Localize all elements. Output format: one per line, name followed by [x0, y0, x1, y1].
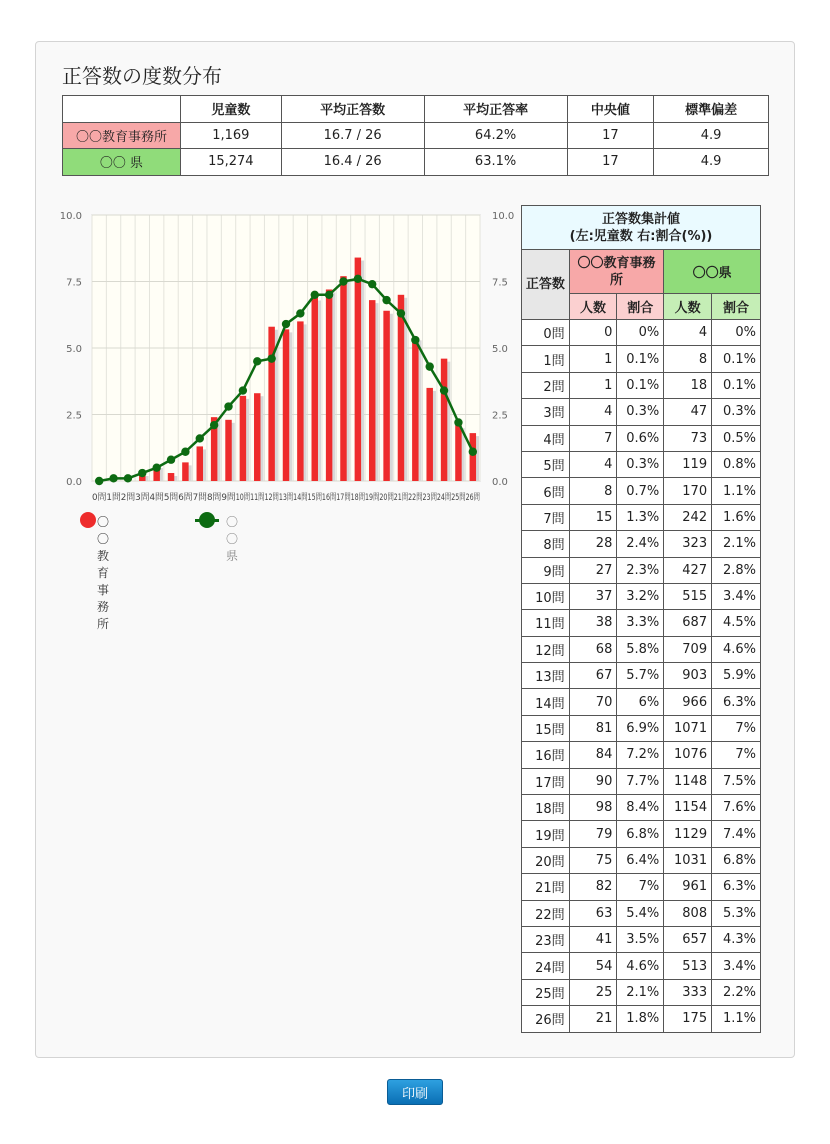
- tally-cell-office-count: 1: [569, 372, 617, 398]
- tally-row: [522, 663, 761, 689]
- x-tick-label: 6問: [178, 493, 193, 503]
- tally-cell-office-count: 70: [569, 689, 617, 715]
- bar: [240, 396, 246, 481]
- tally-cell-office-count: 1: [569, 346, 617, 372]
- tally-cell-pref-rate: 0.1%: [712, 372, 761, 398]
- x-tick-label: 8問: [206, 493, 222, 503]
- tally-cell-pref-rate: 0.5%: [712, 425, 761, 451]
- line-point: [411, 336, 419, 344]
- tally-cell-question: 25問: [522, 979, 570, 1005]
- tally-cell-pref-rate: 2.1%: [712, 531, 761, 557]
- tally-cell-pref-rate: 2.2%: [712, 979, 761, 1005]
- tally-cell-office-count: 41: [569, 926, 617, 952]
- line-point: [454, 418, 462, 426]
- line-point: [109, 474, 117, 482]
- tally-cell-pref-rate: 1.1%: [712, 478, 761, 504]
- summary-header-row: [63, 96, 769, 123]
- tally-cell-office-rate: 7.7%: [617, 768, 664, 794]
- tally-cell-pref-count: 1154: [664, 795, 712, 821]
- line-point: [152, 464, 160, 472]
- tally-cell-office-rate: 6.8%: [617, 821, 664, 847]
- line-point: [397, 309, 405, 317]
- tally-cell-question: 8問: [522, 531, 570, 557]
- tally-cell-pref-count: 513: [664, 953, 712, 979]
- tally-cell-office-count: 75: [569, 847, 617, 873]
- tally-cell-pref-count: 515: [664, 583, 712, 609]
- tally-cell-pref-rate: 4.5%: [712, 610, 761, 636]
- tally-cell-office-rate: 3.3%: [617, 610, 664, 636]
- x-tick-label: 2問: [120, 493, 136, 503]
- tally-cell-question: 24問: [522, 953, 570, 979]
- tally-cell-question: 19問: [522, 821, 570, 847]
- tally-cell-pref-count: 73: [664, 425, 712, 451]
- tally-cell-office-count: 8: [569, 478, 617, 504]
- bar: [268, 327, 274, 481]
- line-point: [426, 362, 434, 370]
- bar: [340, 276, 346, 481]
- y-tick-label-left: 7.5: [66, 277, 82, 289]
- bar: [455, 425, 461, 481]
- tally-row: [522, 847, 761, 873]
- tally-row: [522, 1006, 761, 1032]
- tally-cell-pref-rate: 4.6%: [712, 636, 761, 662]
- tally-cell-office-count: 37: [569, 583, 617, 609]
- line-point: [282, 320, 290, 328]
- tally-row: [522, 346, 761, 372]
- tally-cell-pref-count: 242: [664, 504, 712, 530]
- summary-row-prefecture: [63, 149, 769, 176]
- tally-cell-pref-count: 903: [664, 663, 712, 689]
- tally-cell-question: 15問: [522, 715, 570, 741]
- tally-cell-question: 16問: [522, 742, 570, 768]
- tally-row: [522, 821, 761, 847]
- tally-cell-pref-count: 427: [664, 557, 712, 583]
- summary-row-label: 〇〇 県: [63, 149, 181, 176]
- line-point: [167, 456, 175, 464]
- tally-cell-office-count: 15: [569, 504, 617, 530]
- tally-title-line2: (左:児童数 右:割合(%)): [569, 228, 713, 244]
- tally-cell-pref-rate: 6.3%: [712, 689, 761, 715]
- x-tick-label: 5問: [163, 493, 179, 503]
- x-tick-label: 4問: [149, 493, 165, 503]
- tally-title-row: [522, 206, 761, 250]
- tally-cell-pref-count: 18: [664, 372, 712, 398]
- tally-row: [522, 768, 761, 794]
- legend-office-marker-icon[interactable]: [80, 512, 96, 528]
- summary-row-office: [63, 122, 769, 149]
- bar: [182, 462, 188, 481]
- tally-cell-office-rate: 0.6%: [617, 425, 664, 451]
- y-tick-label-left: 5.0: [66, 344, 82, 355]
- tally-cell-pref-rate: 7%: [712, 715, 761, 741]
- tally-row: [522, 478, 761, 504]
- bar: [254, 393, 260, 481]
- x-tick-label: 12問: [264, 493, 285, 503]
- tally-cell-pref-rate: 4.3%: [712, 926, 761, 952]
- x-tick-label: 19問: [365, 493, 386, 503]
- tally-cell-pref-rate: 2.8%: [712, 557, 761, 583]
- print-button[interactable]: 印刷: [387, 1079, 443, 1105]
- tally-cell-pref-rate: 3.4%: [712, 953, 761, 979]
- legend-prefecture-label[interactable]: 〇〇 県: [226, 515, 239, 563]
- summary-cell-stddev: 4.9: [654, 149, 769, 176]
- tally-cell-office-rate: 0.7%: [617, 478, 664, 504]
- bar: [168, 473, 174, 481]
- line-point: [469, 448, 477, 456]
- tally-cell-question: 9問: [522, 557, 570, 583]
- tally-cell-pref-count: 333: [664, 979, 712, 1005]
- tally-cell-pref-count: 47: [664, 399, 712, 425]
- tally-cell-office-count: 82: [569, 874, 617, 900]
- line-point: [210, 421, 218, 429]
- tally-cell-question: 12問: [522, 636, 570, 662]
- tally-row: [522, 399, 761, 425]
- line-point: [181, 448, 189, 456]
- tally-cell-office-rate: 6.4%: [617, 847, 664, 873]
- line-point: [296, 309, 304, 317]
- tally-row: [522, 557, 761, 583]
- tally-cell-question: 21問: [522, 874, 570, 900]
- tally-cell-office-rate: 0.1%: [617, 346, 664, 372]
- tally-cell-pref-count: 1148: [664, 768, 712, 794]
- tally-row: [522, 504, 761, 530]
- tally-col-correct: 正答数: [522, 250, 570, 320]
- tally-cell-office-rate: 2.4%: [617, 531, 664, 557]
- x-tick-label: 20問: [379, 493, 400, 503]
- summary-header-blank: [63, 96, 181, 123]
- tally-body: [522, 320, 761, 1033]
- page-title: 正答数の度数分布: [62, 64, 222, 88]
- summary-cell-avg-rate: 64.2%: [424, 122, 567, 149]
- tally-cell-office-rate: 1.3%: [617, 504, 664, 530]
- tally-cell-office-count: 4: [569, 451, 617, 477]
- tally-row: [522, 715, 761, 741]
- x-tick-label: 17問: [336, 493, 357, 503]
- y-tick-label-left: 0.0: [66, 477, 82, 488]
- tally-row: [522, 636, 761, 662]
- x-tick-label: 3問: [135, 493, 150, 503]
- tally-cell-office-rate: 2.1%: [617, 979, 664, 1005]
- y-tick-label-left: 2.5: [66, 410, 82, 422]
- tally-cell-office-count: 67: [569, 663, 617, 689]
- x-tick-label: 14問: [293, 493, 314, 503]
- x-tick-label: 0問: [92, 493, 107, 503]
- y-tick-label-right: 10.0: [492, 211, 515, 222]
- tally-cell-office-count: 90: [569, 768, 617, 794]
- tally-cell-office-count: 21: [569, 1006, 617, 1032]
- tally-cell-pref-count: 709: [664, 636, 712, 662]
- x-tick-label: 15問: [307, 493, 329, 503]
- distribution-chart: [50, 200, 515, 540]
- summary-cell-median: 17: [567, 149, 654, 176]
- tally-cell-pref-rate: 5.3%: [712, 900, 761, 926]
- summary-cell-avg-correct: 16.7 / 26: [281, 122, 424, 149]
- tally-cell-office-count: 84: [569, 742, 617, 768]
- tally-cell-pref-rate: 5.9%: [712, 663, 761, 689]
- x-tick-label: 18問: [350, 493, 372, 503]
- legend-office-label[interactable]: 〇〇教育事務所: [97, 515, 110, 631]
- bar: [326, 289, 332, 481]
- tally-cell-office-count: 4: [569, 399, 617, 425]
- tally-cell-question: 18問: [522, 795, 570, 821]
- tally-cell-question: 11問: [522, 610, 570, 636]
- tally-cell-office-rate: 5.8%: [617, 636, 664, 662]
- y-tick-label-right: 2.5: [492, 410, 508, 422]
- line-point: [339, 277, 347, 285]
- tally-cell-pref-count: 808: [664, 900, 712, 926]
- tally-cell-office-rate: 2.3%: [617, 557, 664, 583]
- tally-cell-pref-count: 1071: [664, 715, 712, 741]
- x-tick-label: 9問: [221, 493, 237, 503]
- line-point: [267, 354, 275, 362]
- x-tick-label: 21問: [393, 493, 415, 503]
- tally-cell-office-count: 63: [569, 900, 617, 926]
- tally-title-line1: 正答数集計値: [601, 211, 680, 227]
- line-point: [95, 477, 103, 485]
- tally-cell-question: 5問: [522, 451, 570, 477]
- tally-cell-pref-rate: 3.4%: [712, 583, 761, 609]
- tally-row: [522, 451, 761, 477]
- summary-header-children: 児童数: [181, 96, 282, 123]
- tally-cell-office-rate: 1.8%: [617, 1006, 664, 1032]
- tally-group-row: [522, 250, 761, 294]
- tally-row: [522, 900, 761, 926]
- summary-cell-median: 17: [567, 122, 654, 149]
- bar: [398, 295, 404, 481]
- tally-cell-office-rate: 6.9%: [617, 715, 664, 741]
- tally-cell-pref-count: 119: [664, 451, 712, 477]
- y-tick-label-left: 10.0: [59, 211, 82, 222]
- tally-cell-office-rate: 5.7%: [617, 663, 664, 689]
- x-tick-label: 26問: [465, 493, 487, 503]
- summary-table: [62, 95, 769, 176]
- tally-cell-question: 22問: [522, 900, 570, 926]
- tally-cell-pref-rate: 0.8%: [712, 451, 761, 477]
- tally-sub-count: 人数: [664, 294, 712, 320]
- line-point: [253, 357, 261, 365]
- tally-row: [522, 425, 761, 451]
- tally-cell-pref-count: 1031: [664, 847, 712, 873]
- line-point: [311, 291, 319, 299]
- line-point: [354, 275, 362, 283]
- tally-row: [522, 953, 761, 979]
- tally-cell-pref-rate: 7%: [712, 742, 761, 768]
- tally-cell-office-rate: 3.2%: [617, 583, 664, 609]
- tally-cell-question: 26問: [522, 1006, 570, 1032]
- summary-cell-children: 1,169: [181, 122, 282, 149]
- bar: [355, 258, 361, 481]
- tally-cell-office-rate: 7.2%: [617, 742, 664, 768]
- tally-cell-office-count: 38: [569, 610, 617, 636]
- tally-cell-question: 0問: [522, 320, 570, 346]
- tally-group-prefecture: 〇〇県: [664, 250, 761, 294]
- tally-cell-office-rate: 4.6%: [617, 953, 664, 979]
- bar: [383, 311, 389, 481]
- tally-cell-office-rate: 0.1%: [617, 372, 664, 398]
- x-tick-label: 1問: [106, 493, 122, 503]
- tally-table: [521, 205, 761, 1033]
- tally-row: [522, 979, 761, 1005]
- x-tick-label: 25問: [451, 493, 472, 503]
- tally-title: [522, 206, 761, 250]
- line-point: [325, 291, 333, 299]
- tally-row: [522, 874, 761, 900]
- tally-cell-pref-rate: 1.1%: [712, 1006, 761, 1032]
- tally-cell-office-count: 28: [569, 531, 617, 557]
- bar: [297, 321, 303, 481]
- bar: [426, 388, 432, 481]
- y-tick-label-right: 0.0: [492, 477, 508, 488]
- summary-cell-avg-correct: 16.4 / 26: [281, 149, 424, 176]
- tally-cell-question: 14問: [522, 689, 570, 715]
- bar: [441, 359, 447, 481]
- summary-cell-stddev: 4.9: [654, 122, 769, 149]
- tally-row: [522, 926, 761, 952]
- tally-cell-pref-count: 961: [664, 874, 712, 900]
- tally-cell-office-count: 25: [569, 979, 617, 1005]
- tally-cell-question: 2問: [522, 372, 570, 398]
- line-point: [440, 386, 448, 394]
- tally-cell-office-count: 7: [569, 425, 617, 451]
- tally-cell-pref-rate: 6.8%: [712, 847, 761, 873]
- tally-cell-office-rate: 6%: [617, 689, 664, 715]
- tally-row: [522, 610, 761, 636]
- bar: [225, 420, 231, 481]
- tally-row: [522, 742, 761, 768]
- chart-svg: [50, 200, 515, 515]
- tally-cell-question: 17問: [522, 768, 570, 794]
- x-tick-label: 7問: [192, 493, 208, 503]
- tally-cell-question: 3問: [522, 399, 570, 425]
- tally-cell-pref-count: 657: [664, 926, 712, 952]
- bar: [312, 297, 318, 481]
- tally-cell-office-count: 98: [569, 795, 617, 821]
- summary-header-avg-rate: 平均正答率: [424, 96, 567, 123]
- tally-cell-question: 20問: [522, 847, 570, 873]
- x-tick-label: 11問: [250, 493, 271, 503]
- tally-row: [522, 372, 761, 398]
- tally-cell-pref-rate: 6.3%: [712, 874, 761, 900]
- x-tick-label: 24問: [436, 493, 458, 503]
- tally-cell-office-rate: 7%: [617, 874, 664, 900]
- tally-cell-pref-count: 323: [664, 531, 712, 557]
- tally-cell-question: 23問: [522, 926, 570, 952]
- tally-cell-office-count: 27: [569, 557, 617, 583]
- tally-cell-question: 4問: [522, 425, 570, 451]
- summary-header-avg-correct: 平均正答数: [281, 96, 424, 123]
- tally-cell-pref-rate: 0%: [712, 320, 761, 346]
- tally-cell-office-rate: 8.4%: [617, 795, 664, 821]
- bar: [369, 300, 375, 481]
- tally-row: [522, 689, 761, 715]
- tally-row: [522, 320, 761, 346]
- line-point: [224, 402, 232, 410]
- line-point: [196, 434, 204, 442]
- summary-header-stddev: 標準偏差: [654, 96, 769, 123]
- line-point: [368, 280, 376, 288]
- tally-cell-pref-count: 170: [664, 478, 712, 504]
- tally-row: [522, 583, 761, 609]
- tally-sub-count: 人数: [569, 294, 617, 320]
- line-point: [239, 386, 247, 394]
- summary-row-label: 〇〇教育事務所: [63, 122, 181, 149]
- tally-cell-question: 6問: [522, 478, 570, 504]
- tally-cell-pref-rate: 0.3%: [712, 399, 761, 425]
- tally-sub-rate: 割合: [617, 294, 664, 320]
- tally-sub-rate: 割合: [712, 294, 761, 320]
- line-point: [124, 474, 132, 482]
- tally-cell-question: 13問: [522, 663, 570, 689]
- x-tick-label: 23問: [422, 493, 443, 503]
- bar: [197, 446, 203, 481]
- y-tick-label-right: 5.0: [492, 344, 508, 355]
- bar: [470, 433, 476, 481]
- tally-cell-office-rate: 0.3%: [617, 451, 664, 477]
- tally-cell-pref-count: 1076: [664, 742, 712, 768]
- tally-cell-pref-rate: 7.4%: [712, 821, 761, 847]
- tally-cell-pref-rate: 7.6%: [712, 795, 761, 821]
- tally-cell-pref-count: 175: [664, 1006, 712, 1032]
- tally-cell-pref-count: 8: [664, 346, 712, 372]
- legend-prefecture-marker-icon[interactable]: [199, 512, 215, 528]
- summary-cell-avg-rate: 63.1%: [424, 149, 567, 176]
- tally-cell-pref-rate: 0.1%: [712, 346, 761, 372]
- x-tick-label: 16問: [321, 493, 343, 503]
- tally-cell-question: 7問: [522, 504, 570, 530]
- y-tick-label-right: 7.5: [492, 277, 508, 289]
- x-tick-label: 13問: [278, 493, 300, 503]
- summary-header-median: 中央値: [567, 96, 654, 123]
- tally-cell-pref-count: 1129: [664, 821, 712, 847]
- bar: [283, 329, 289, 481]
- tally-group-office: 〇〇教育事務所: [569, 250, 664, 294]
- summary-cell-children: 15,274: [181, 149, 282, 176]
- tally-cell-office-count: 54: [569, 953, 617, 979]
- tally-cell-office-rate: 3.5%: [617, 926, 664, 952]
- tally-row: [522, 795, 761, 821]
- line-point: [138, 469, 146, 477]
- bar: [412, 337, 418, 481]
- tally-cell-office-count: 68: [569, 636, 617, 662]
- tally-cell-office-count: 0: [569, 320, 617, 346]
- tally-cell-question: 1問: [522, 346, 570, 372]
- tally-cell-office-rate: 0%: [617, 320, 664, 346]
- tally-cell-pref-count: 687: [664, 610, 712, 636]
- tally-cell-office-rate: 0.3%: [617, 399, 664, 425]
- tally-cell-office-rate: 5.4%: [617, 900, 664, 926]
- tally-row: [522, 531, 761, 557]
- x-tick-label: 22問: [408, 493, 429, 503]
- line-point: [382, 296, 390, 304]
- tally-cell-pref-count: 966: [664, 689, 712, 715]
- tally-cell-pref-count: 4: [664, 320, 712, 346]
- tally-cell-pref-rate: 1.6%: [712, 504, 761, 530]
- tally-cell-pref-rate: 7.5%: [712, 768, 761, 794]
- x-tick-label: 10問: [235, 493, 257, 503]
- tally-cell-office-count: 81: [569, 715, 617, 741]
- tally-cell-question: 10問: [522, 583, 570, 609]
- tally-cell-office-count: 79: [569, 821, 617, 847]
